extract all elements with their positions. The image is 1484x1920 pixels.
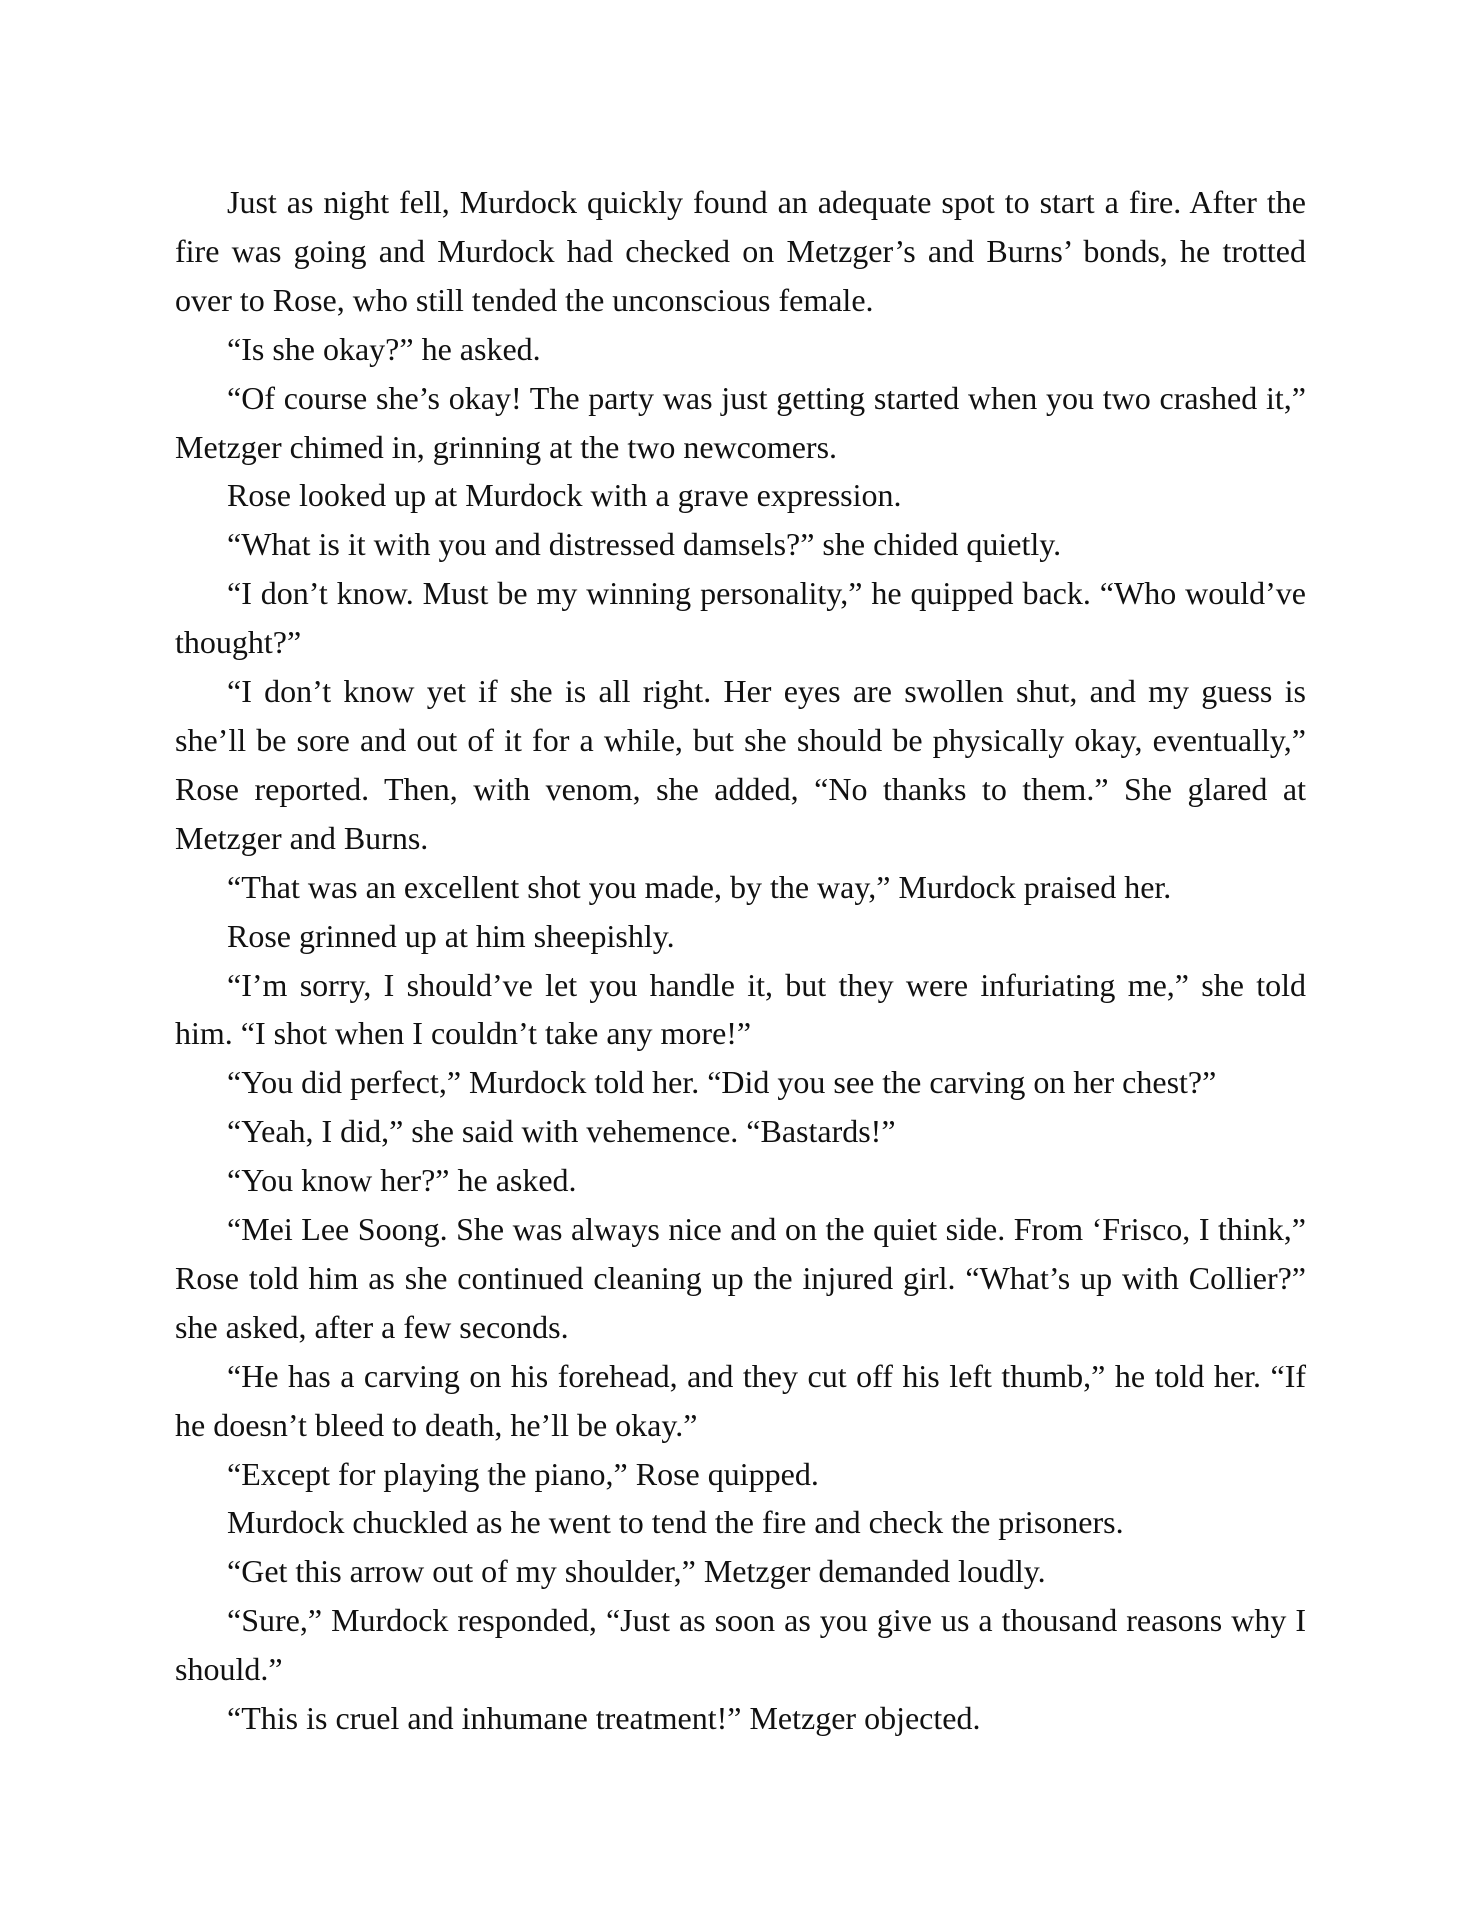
paragraph: “You did perfect,” Murdock told her. “Did you see the carving on her chest?” xyxy=(227,1064,1217,1101)
paragraph: “Except for playing the piano,” Rose quipped. xyxy=(227,1455,819,1492)
document-page xyxy=(175,178,1306,1743)
paragraph: Murdock chuckled as he went to tend the fire and check the prisoners. xyxy=(227,1504,1124,1541)
paragraph: “Yeah, I did,” she said with vehemence. “Bastards!” xyxy=(227,1113,896,1150)
paragraph: “I don’t know. Must be my winning personality,” he quipped back. “Who would’ve thought?” xyxy=(175,575,1306,661)
paragraph: Rose looked up at Murdock with a grave expression. xyxy=(227,477,902,514)
paragraph: Rose grinned up at him sheepishly. xyxy=(227,917,675,954)
paragraph: “I don’t know yet if she is all right. Her eyes are swollen shut, and my guess is she’ll be sore and out of it for a while, but she should be physically okay, eventually,” Rose reported. Then, with venom, she added, “No thanks to them.” She glared at Metzger and Burns. xyxy=(175,673,1306,856)
paragraph: Just as night fell, Murdock quickly found an adequate spot to start a fire. After the fire was going and Murdock had checked on Metzger’s and Burns’ bonds, he trotted over to Rose, who still tended the unconscious female. xyxy=(175,184,1306,318)
paragraph: “This is cruel and inhumane treatment!” Metzger objected. xyxy=(227,1700,981,1737)
paragraph: “What is it with you and distressed damsels?” she chided quietly. xyxy=(227,526,1062,563)
paragraph: “Is she okay?” he asked. xyxy=(227,330,541,367)
paragraph: “Sure,” Murdock responded, “Just as soon as you give us a thousand reasons why I should.” xyxy=(175,1602,1306,1688)
paragraph: “Mei Lee Soong. She was always nice and on the quiet side. From ‘Frisco, I think,” Rose told him as she continued cleaning up the injured girl. “What’s up with Collier?” she asked, after a few seconds. xyxy=(175,1211,1306,1345)
paragraph: “That was an excellent shot you made, by the way,” Murdock praised her. xyxy=(227,868,1172,905)
paragraph: “He has a carving on his forehead, and they cut off his left thumb,” he told her. “If he doesn’t bleed to death, he’ll be okay.” xyxy=(175,1357,1306,1443)
paragraph: “You know her?” he asked. xyxy=(227,1162,577,1199)
paragraph: “Of course she’s okay! The party was just getting started when you two crashed it,” Metzger chimed in, grinning at the two newcomers. xyxy=(175,379,1306,465)
paragraph: “I’m sorry, I should’ve let you handle it, but they were infuriating me,” she told him. “I shot when I couldn’t take any more!” xyxy=(175,966,1306,1052)
paragraph: “Get this arrow out of my shoulder,” Metzger demanded loudly. xyxy=(227,1553,1046,1590)
